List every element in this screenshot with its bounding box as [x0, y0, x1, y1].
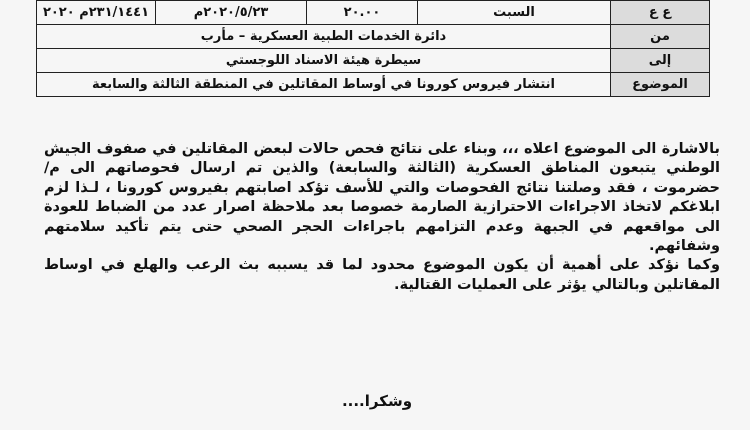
subject-label: الموضوع [611, 73, 710, 97]
header-row-number [37, 1, 710, 25]
number-date-cell [37, 1, 611, 25]
gregorian-date: ٢٠٢٠/٥/٢٣م [155, 1, 306, 24]
header-table [36, 0, 710, 97]
letter-body [44, 140, 720, 295]
from-value: دائرة الخدمات الطبية العسكرية – مأرب [37, 25, 611, 49]
day-name: السبت [417, 1, 610, 24]
header-row-from [37, 25, 710, 49]
document-number: ٢٠.٠٠ [306, 1, 417, 24]
to-label: إلى [611, 49, 710, 73]
closing-text: وشكرا.... [341, 392, 413, 410]
header-row-subject [37, 73, 710, 97]
body-paragraph-1: بالاشارة الى الموضوع اعلاه ،،، وبناء على نتائج فحص حالات لبعض المقاتلين في صفوف الجيش الوطني يتبعون المناطق العسكرية (الثالثة والسابعة) والذين تم ارسال فحوصاتهم الى م/حضرموت ، فقد وصلتنا نتائج الفحوصات والتي للأسف تؤكد اصابتهم بفيروس كورونا ، لـذا لزم ابلاغكم لاتخاذ الاجراءات الاحترازية الصارمة خصوصا بعد ملاحظة اصرار عدد من الضباط للعودة الى مواقعهم في الجبهة وعدم التزامهم باجراءات الحجر الصحي حتى يتم تأكيد سلامتهم وشفائهم. [44, 141, 720, 255]
hijri-date: ٢٣١/١٤٤١م ٢٠٢٠ [42, 5, 150, 20]
body-paragraph-2: وكما نؤكد على أهمية أن يكون الموضوع محدود لما قد يسببه بث الرعب والهلع في اوساط المقاتلين وبالتالي يؤثر على العمليات القتالية. [44, 257, 720, 293]
header-row-to [37, 49, 710, 73]
from-label: من [611, 25, 710, 49]
to-value: سيطرة هيئة الاسناد اللوجستي [37, 49, 611, 73]
number-label: ع ع [611, 1, 710, 25]
subject-value: انتشار فيروس كورونا في أوساط المقاتلين في المنطقة الثالثة والسابعة [37, 73, 611, 97]
